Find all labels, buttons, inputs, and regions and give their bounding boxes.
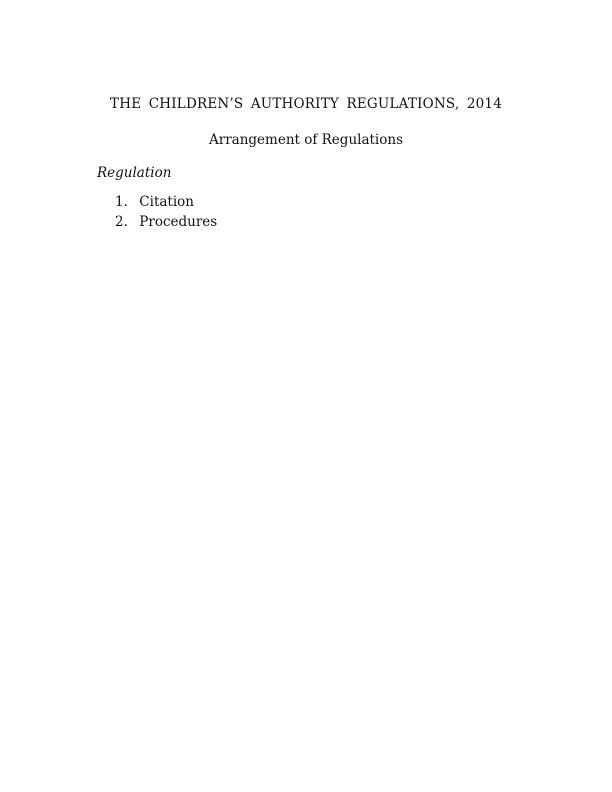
arrangement-subtitle: Arrangement of Regulations — [209, 132, 403, 148]
regulation-column-label: Regulation — [97, 165, 172, 181]
document-title: THE CHILDREN’S AUTHORITY REGULATIONS, 2014 — [110, 96, 502, 112]
regulation-number: 1. — [115, 194, 128, 210]
regulation-item-procedures — [115, 212, 217, 232]
regulation-label: Procedures — [139, 214, 218, 230]
regulation-list — [115, 192, 217, 232]
regulation-label: Citation — [139, 194, 194, 210]
regulation-item-citation — [115, 192, 217, 212]
regulation-number: 2. — [115, 214, 128, 230]
